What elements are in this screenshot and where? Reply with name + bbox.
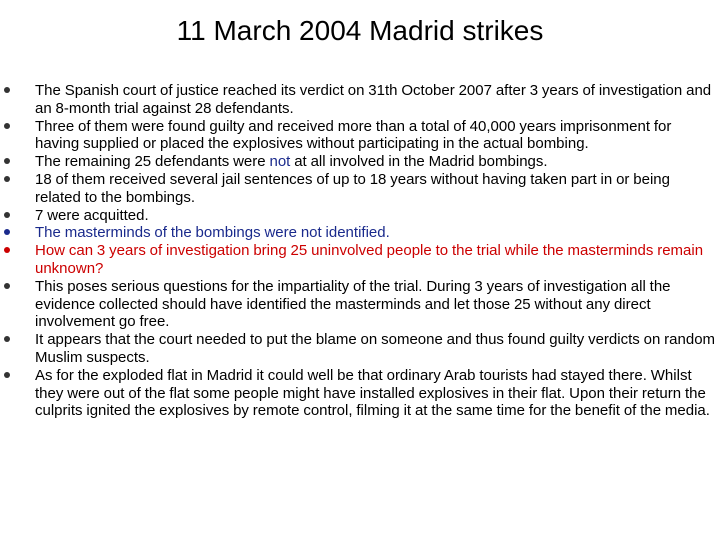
bullet-dot-icon (4, 212, 10, 218)
bullet-text: It appears that the court needed to put the blame on someone and thus found guilty verdicts on random Muslim suspects. (35, 331, 716, 366)
bullet-item (0, 171, 720, 207)
bullet-text: The Spanish court of justice reached its verdict on 31th October 2007 after 3 years of investigation and an 8-month trial against 28 defendants. (35, 82, 712, 117)
bullet-item (0, 82, 720, 118)
bullet-dot-icon (4, 87, 10, 93)
bullet-text: How can 3 years of investigation bring 25 uninvolved people to the trial while the masterminds remain unknown? (35, 242, 704, 277)
bullet-item (0, 153, 720, 171)
bullet-text: As for the exploded flat in Madrid it could well be that ordinary Arab tourists had stayed there. Whilst they were out of the flat some people might have installed explosives in their flat. Upon their return the culprits ignited the explosives by remote control, filming it at the same time for the benefit of the media. (35, 366, 710, 420)
slide-title: 11 March 2004 Madrid strikes (176, 15, 544, 46)
bullet-text: not (269, 153, 291, 171)
bullet-item (0, 118, 720, 154)
bullet-text: The remaining 25 defendants were (35, 153, 270, 171)
bullet-item (0, 242, 720, 278)
bullet-dot-icon (4, 158, 10, 164)
bullet-text: Three of them were found guilty and received more than a total of 40,000 years imprisonment for having supplied or placed the explosives without participating in the actual bombing. (35, 117, 672, 153)
bullet-item (0, 367, 720, 420)
bullet-dot-icon (4, 283, 10, 289)
bullet-text: 18 of them received several jail sentences of up to 18 years without having taken part in or being related to the bombings. (35, 170, 670, 206)
bullet-text: at all involved in the Madrid bombings. (290, 153, 548, 171)
bullet-item (0, 224, 720, 242)
bullet-text: The masterminds of the bombings were not identified. (35, 224, 390, 242)
bullet-dot-icon (4, 372, 10, 378)
bullet-item (0, 331, 720, 367)
bullet-text: 7 were acquitted. (35, 206, 149, 224)
bullet-dot-icon (4, 229, 10, 235)
bullet-item (0, 207, 720, 225)
bullet-dot-icon (4, 247, 10, 253)
bullet-dot-icon (4, 176, 10, 182)
bullet-dot-icon (4, 336, 10, 342)
bullet-dot-icon (4, 123, 10, 129)
bullet-list (0, 82, 720, 420)
bullet-text: This poses serious questions for the impartiality of the trial. During 3 years of investigation all the evidence collected should have identified the masterminds and let those 25 without any direct involvement go free. (35, 277, 671, 331)
bullet-item (0, 278, 720, 331)
